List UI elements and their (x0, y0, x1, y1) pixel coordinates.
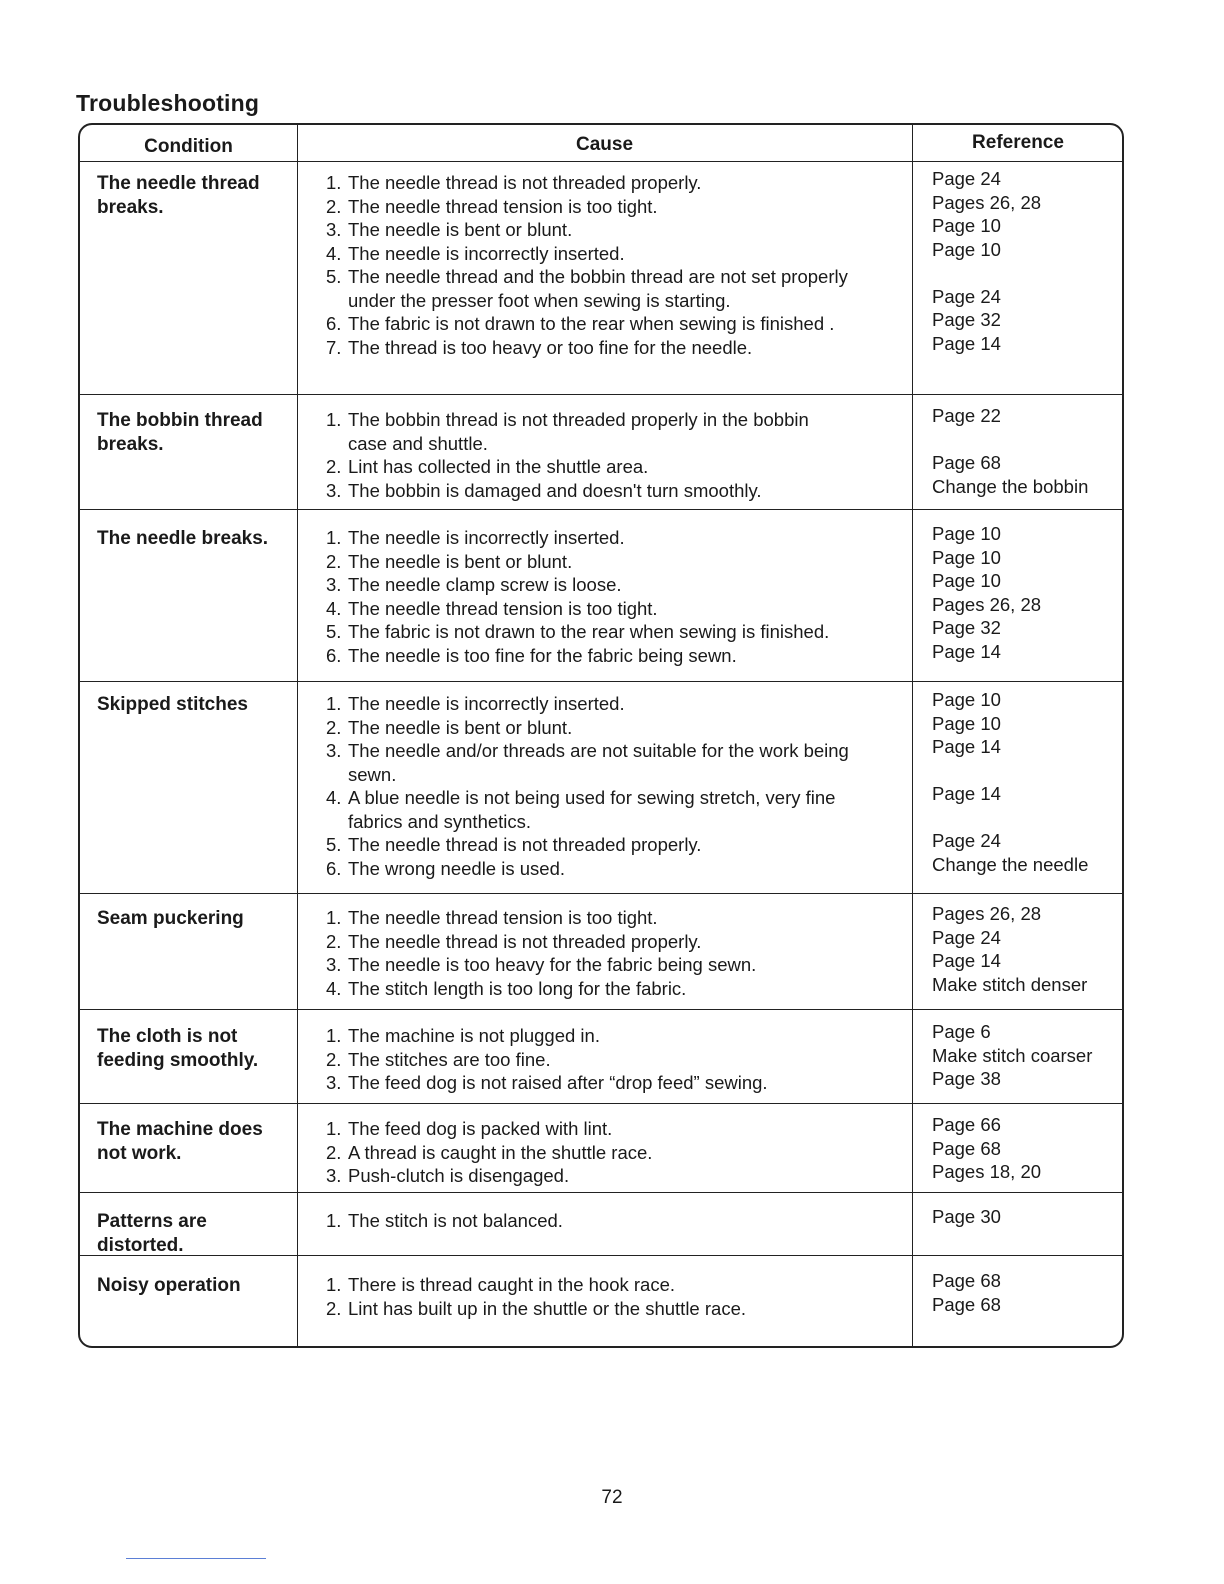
condition-cell (97, 907, 244, 931)
reference-item: Pages 26, 28 (932, 191, 1042, 213)
cause-number: 1. (326, 1210, 342, 1231)
cause-text: The wrong needle is used. (348, 857, 565, 879)
cause-number: 1. (326, 172, 342, 193)
reference-item: Page 32 (932, 617, 1001, 638)
row-divider (80, 1192, 1122, 1193)
condition-cell (97, 172, 260, 220)
reference-item: Page 14 (932, 736, 1001, 757)
condition-text: Skipped stitches (97, 694, 248, 715)
cause-item (326, 1164, 652, 1188)
cause-item (326, 833, 849, 857)
condition-text: Seam puckering (97, 908, 244, 929)
cause-number: 1. (326, 1025, 342, 1046)
cause-text: A blue needle is not being used for sewing stretch, very fine (348, 787, 836, 808)
cause-item (326, 550, 829, 574)
reference-item: Pages 26, 28 (932, 903, 1042, 924)
condition-text: The needle thread (97, 173, 260, 194)
condition-text: feeding smoothly. (97, 1050, 259, 1071)
reference-item: Page 68 (932, 1137, 1001, 1159)
cause-text: The machine is not plugged in. (348, 1025, 600, 1046)
reference-item: Page 6 (932, 1021, 991, 1042)
cause-number: 7. (326, 336, 342, 358)
cause-item (326, 620, 829, 644)
reference-list (932, 167, 1041, 355)
reference-item: Change the bobbin (932, 475, 1089, 497)
reference-item: Page 22 (932, 405, 1001, 426)
cause-text: The feed dog is packed with lint. (348, 1118, 613, 1139)
cause-number: 5. (326, 621, 342, 642)
cause-list (326, 526, 829, 667)
reference-item: Page 10 (932, 546, 1001, 568)
reference-list (932, 522, 1041, 663)
cause-text: The needle thread tension is too tight. (348, 597, 658, 619)
reference-item: Page 24 (932, 830, 1001, 851)
row-divider (80, 681, 1122, 682)
cause-text: The fabric is not drawn to the rear when sewing is finished . (348, 313, 835, 334)
cause-text: The bobbin is damaged and doesn't turn smoothly. (348, 479, 762, 501)
cause-item (326, 171, 848, 195)
condition-text: breaks. (97, 197, 164, 218)
cause-item (326, 408, 809, 455)
reference-item: Page 30 (932, 1206, 1001, 1227)
cause-text: The needle thread and the bobbin thread are not set properly (348, 266, 848, 287)
cause-item (326, 1117, 652, 1141)
column-divider (297, 125, 298, 1346)
row-divider (80, 394, 1122, 395)
cause-text: The needle thread tension is too tight. (348, 195, 658, 217)
cause-text: The needle is incorrectly inserted. (348, 242, 625, 264)
cause-text: The needle and/or threads are not suitable for the work being (348, 740, 849, 761)
reference-item: Change the needle (932, 853, 1089, 875)
cause-number: 1. (326, 409, 342, 430)
reference-item: Page 24 (932, 285, 1001, 307)
cause-number: 2. (326, 716, 342, 738)
row-divider (80, 161, 1122, 162)
cause-item (326, 479, 809, 503)
cause-item (326, 1297, 746, 1321)
cause-number: 3. (326, 219, 342, 240)
cause-text: sewn. (348, 763, 397, 785)
cause-item (326, 716, 849, 740)
reference-item: Page 68 (932, 452, 1001, 473)
cause-text: The needle thread is not threaded properly. (348, 834, 702, 855)
cause-text: The thread is too heavy or too fine for the needle. (348, 336, 753, 358)
reference-item: Page 14 (932, 332, 1001, 354)
reference-item: Page 24 (932, 926, 1001, 948)
cause-item (326, 739, 849, 786)
cause-number: 4. (326, 977, 342, 999)
cause-number: 6. (326, 313, 342, 334)
condition-cell (97, 409, 263, 457)
reference-item: Page 10 (932, 712, 1001, 734)
condition-text: The cloth is not (97, 1026, 238, 1047)
reference-item: Page 14 (932, 783, 1001, 804)
cause-text: The stitch is not balanced. (348, 1210, 563, 1231)
cause-text: The needle is incorrectly inserted. (348, 527, 625, 548)
cause-text: The stitches are too fine. (348, 1048, 551, 1070)
reference-list (932, 688, 1088, 876)
reference-item: Page 14 (932, 950, 1001, 971)
cause-number: 2. (326, 456, 342, 477)
cause-text: The fabric is not drawn to the rear when sewing is finished. (348, 621, 830, 642)
cause-number: 3. (326, 574, 342, 595)
column-divider (912, 125, 913, 1346)
cause-list (326, 906, 756, 1000)
cause-number: 2. (326, 930, 342, 952)
cause-text: The feed dog is not raised after “drop feed” sewing. (348, 1072, 768, 1093)
cause-number: 3. (326, 740, 342, 761)
cause-number: 2. (326, 1141, 342, 1163)
condition-cell (97, 1118, 263, 1166)
cause-item (326, 597, 829, 621)
cause-number: 4. (326, 242, 342, 264)
cause-number: 3. (326, 479, 342, 501)
page-title: Troubleshooting (76, 90, 260, 116)
footer-rule (126, 1558, 266, 1559)
cause-item (326, 1273, 746, 1297)
cause-text: The needle thread is not threaded properly. (348, 930, 702, 952)
cause-number: 2. (326, 195, 342, 217)
cause-item (326, 857, 849, 881)
troubleshooting-table (78, 123, 1124, 1348)
row-divider (80, 1103, 1122, 1104)
page-number: 72 (601, 1487, 623, 1508)
cause-text: case and shuttle. (348, 432, 488, 454)
cause-number: 1. (326, 693, 342, 714)
condition-text: The machine does (97, 1119, 263, 1140)
cause-item (326, 312, 848, 336)
cause-item (326, 242, 848, 266)
cause-item (326, 1209, 563, 1233)
cause-list (326, 692, 849, 880)
condition-cell (97, 527, 268, 551)
reference-list (932, 404, 1088, 498)
cause-item (326, 1024, 768, 1048)
cause-number: 3. (326, 954, 342, 975)
cause-number: 2. (326, 1297, 342, 1319)
cause-number: 4. (326, 787, 342, 808)
cause-item (326, 906, 756, 930)
cause-number: 6. (326, 644, 342, 666)
header-condition: Condition (144, 136, 233, 157)
reference-item: Pages 26, 28 (932, 593, 1042, 615)
cause-text: Lint has built up in the shuttle or the shuttle race. (348, 1297, 746, 1319)
condition-text: The needle breaks. (97, 528, 269, 549)
row-divider (80, 509, 1122, 510)
row-divider (80, 1255, 1122, 1256)
cause-text: The needle is too heavy for the fabric being sewn. (348, 954, 757, 975)
cause-item (326, 1048, 768, 1072)
cause-text: fabrics and synthetics. (348, 810, 532, 832)
reference-item: Page 68 (932, 1293, 1001, 1315)
cause-list (326, 408, 809, 502)
cause-number: 2. (326, 550, 342, 572)
cause-text: There is thread caught in the hook race. (348, 1274, 676, 1295)
cause-item (326, 195, 848, 219)
reference-item: Page 10 (932, 215, 1001, 236)
cause-item (326, 953, 756, 977)
cause-list (326, 1117, 652, 1188)
reference-item: Page 14 (932, 640, 1001, 662)
cause-number: 1. (326, 527, 342, 548)
cause-number: 1. (326, 1274, 342, 1295)
reference-item: Page 10 (932, 570, 1001, 591)
header-reference: Reference (972, 132, 1064, 153)
cause-item (326, 930, 756, 954)
cause-text: The bobbin thread is not threaded properly in the bobbin (348, 409, 809, 430)
cause-text: Lint has collected in the shuttle area. (348, 456, 649, 477)
cause-text: The stitch length is too long for the fabric. (348, 977, 687, 999)
reference-list (932, 1113, 1041, 1184)
reference-list (932, 1269, 1001, 1316)
condition-cell (97, 693, 248, 717)
condition-text: Noisy operation (97, 1275, 241, 1296)
reference-item: Page 38 (932, 1068, 1001, 1089)
condition-text: not work. (97, 1143, 182, 1164)
cause-number: 1. (326, 907, 342, 928)
condition-cell (97, 1274, 241, 1298)
cause-text: A thread is caught in the shuttle race. (348, 1141, 653, 1163)
header-cause: Cause (575, 134, 634, 155)
cause-item (326, 1141, 652, 1165)
reference-list (932, 1205, 1001, 1229)
reference-item: Make stitch denser (932, 973, 1088, 995)
cause-text: The needle thread tension is too tight. (348, 907, 658, 928)
cause-item (326, 786, 849, 833)
reference-item: Make stitch coarser (932, 1044, 1093, 1066)
reference-item: Page 68 (932, 1270, 1001, 1291)
cause-item (326, 644, 829, 668)
cause-text: The needle is bent or blunt. (348, 219, 573, 240)
cause-text: Push-clutch is disengaged. (348, 1165, 570, 1186)
cause-list (326, 171, 848, 359)
condition-text: distorted. (97, 1235, 184, 1256)
cause-item (326, 573, 829, 597)
reference-item: Page 66 (932, 1114, 1001, 1135)
cause-text: The needle is too fine for the fabric being sewn. (348, 644, 737, 666)
reference-item: Pages 18, 20 (932, 1161, 1042, 1182)
cause-number: 5. (326, 266, 342, 287)
cause-text: The needle is bent or blunt. (348, 716, 573, 738)
cause-text: The needle is bent or blunt. (348, 550, 573, 572)
reference-item: Page 32 (932, 309, 1001, 330)
condition-text: Patterns are (97, 1211, 207, 1232)
cause-text: under the presser foot when sewing is starting. (348, 289, 731, 311)
condition-cell (97, 1210, 207, 1258)
cause-number: 1. (326, 1118, 342, 1139)
reference-list (932, 1020, 1092, 1091)
cause-list (326, 1024, 768, 1095)
cause-text: The needle thread is not threaded properly. (348, 172, 702, 193)
condition-text: breaks. (97, 434, 164, 455)
reference-list (932, 902, 1087, 996)
reference-item: Page 10 (932, 689, 1001, 710)
cause-number: 4. (326, 597, 342, 619)
cause-item (326, 218, 848, 242)
cause-number: 5. (326, 834, 342, 855)
cause-number: 2. (326, 1048, 342, 1070)
cause-text: The needle clamp screw is loose. (348, 574, 622, 595)
row-divider (80, 1009, 1122, 1010)
cause-item (326, 526, 829, 550)
cause-number: 6. (326, 857, 342, 879)
reference-item: Page 10 (932, 238, 1001, 260)
cause-item (326, 977, 756, 1001)
cause-list (326, 1273, 746, 1320)
condition-cell (97, 1025, 258, 1073)
condition-text: The bobbin thread (97, 410, 263, 431)
cause-number: 3. (326, 1072, 342, 1093)
cause-text: The needle is incorrectly inserted. (348, 693, 625, 714)
row-divider (80, 893, 1122, 894)
cause-list (326, 1209, 563, 1233)
cause-item (326, 692, 849, 716)
cause-item (326, 336, 848, 360)
cause-item (326, 265, 848, 312)
cause-item (326, 455, 809, 479)
cause-item (326, 1071, 768, 1095)
reference-item: Page 10 (932, 523, 1001, 544)
reference-item: Page 24 (932, 168, 1001, 189)
cause-number: 3. (326, 1165, 342, 1186)
